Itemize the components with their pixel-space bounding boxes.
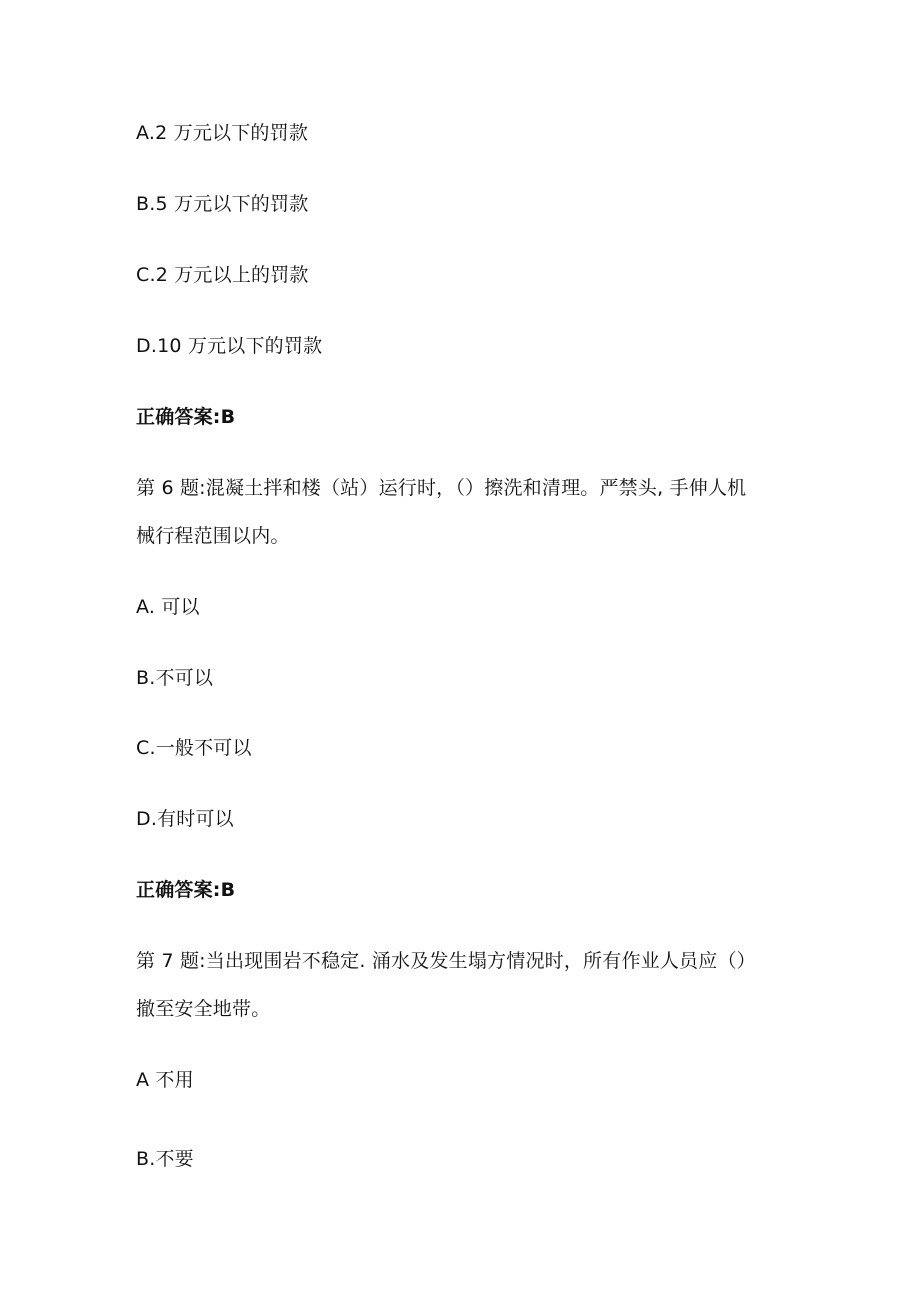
q7-option-a: A 不用 bbox=[136, 1069, 194, 1091]
q7-question-line-2: 撤至安全地带。 bbox=[136, 998, 271, 1020]
q5-option-d: D.10 万元以下的罚款 bbox=[136, 335, 323, 357]
q7-option-b: B.不要 bbox=[136, 1148, 194, 1170]
q5-answer: 正确答案:B bbox=[136, 406, 236, 428]
q6-option-c: C.一般不可以 bbox=[136, 737, 252, 759]
q6-answer: 正确答案:B bbox=[136, 879, 236, 901]
q7-question-line-1: 第 7 题:当出现围岩不稳定. 涌水及发生塌方情况时，所有作业人员应（） bbox=[136, 950, 756, 972]
q5-option-a: A.2 万元以下的罚款 bbox=[136, 122, 309, 144]
q5-option-c: C.2 万元以上的罚款 bbox=[136, 264, 309, 286]
q6-question-line-1: 第 6 题:混凝土拌和楼（站）运行时，（）擦洗和清理。严禁头, 手伸人机 bbox=[136, 477, 747, 499]
q6-option-a: A. 可以 bbox=[136, 596, 200, 618]
q6-option-d: D.有时可以 bbox=[136, 808, 234, 830]
q6-question-line-2: 械行程范围以内。 bbox=[136, 525, 290, 547]
q5-option-b: B.5 万元以下的罚款 bbox=[136, 193, 309, 215]
q6-option-b: B.不可以 bbox=[136, 667, 214, 689]
